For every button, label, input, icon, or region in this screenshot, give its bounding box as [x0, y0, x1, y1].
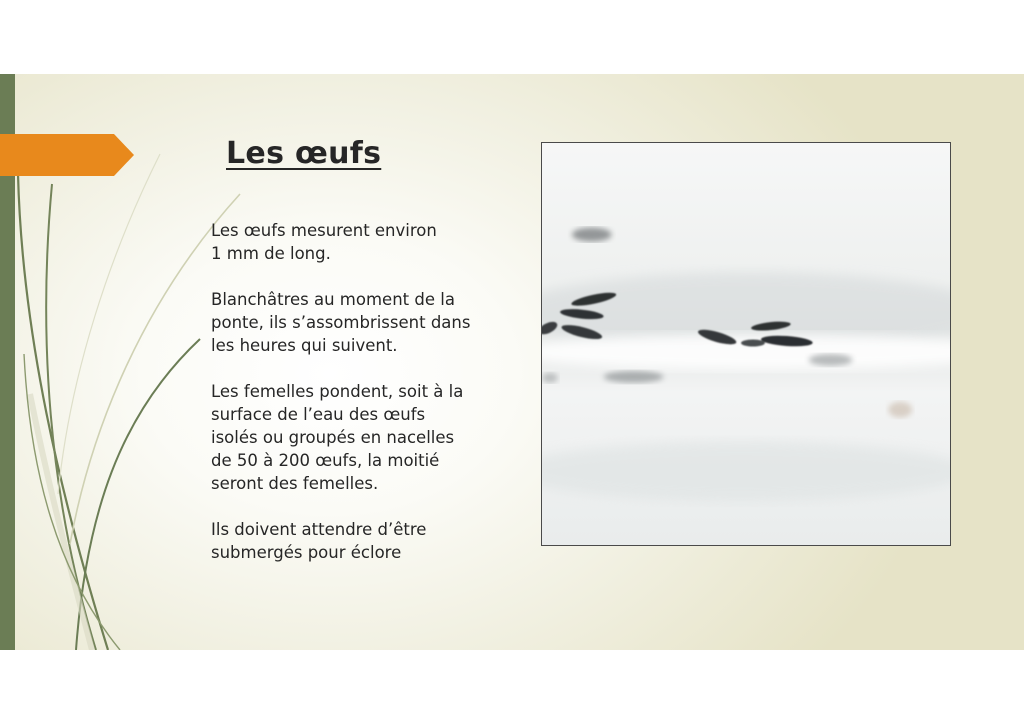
text-line: Les femelles pondent, soit à la [211, 382, 464, 401]
text-line: isolés ou groupés en nacelles [211, 428, 455, 447]
paragraph-hatching [211, 518, 511, 564]
text-line: Ils doivent attendre d’être [211, 520, 427, 539]
text-line: Les œufs mesurent environ [211, 221, 437, 240]
paragraph-laying [211, 380, 511, 495]
blurred-egg [572, 228, 612, 242]
slide [0, 74, 1024, 650]
paragraph-color [211, 288, 511, 357]
text-line: ponte, ils s’assombrissent dans [211, 313, 471, 332]
text-line: Blanchâtres au moment de la [211, 290, 455, 309]
text-line: submergés pour éclore [211, 543, 402, 562]
eggs-photo [541, 142, 951, 546]
paragraph-size [211, 219, 511, 265]
text-line: les heures qui suivent. [211, 336, 398, 355]
text-line: surface de l’eau des œufs [211, 405, 426, 424]
text-line: 1 mm de long. [211, 244, 331, 263]
blurred-egg [809, 354, 853, 366]
egg [741, 340, 765, 347]
text-line: de 50 à 200 œufs, la moitié [211, 451, 440, 470]
orange-tab-arrow [0, 134, 134, 176]
blurred-egg [604, 371, 664, 383]
text-line: seront des femelles. [211, 474, 379, 493]
blurred-egg [542, 373, 558, 383]
eggs-photo-drawing [542, 143, 950, 545]
slide-body [211, 219, 511, 587]
slide-title: Les œufs [226, 136, 382, 171]
